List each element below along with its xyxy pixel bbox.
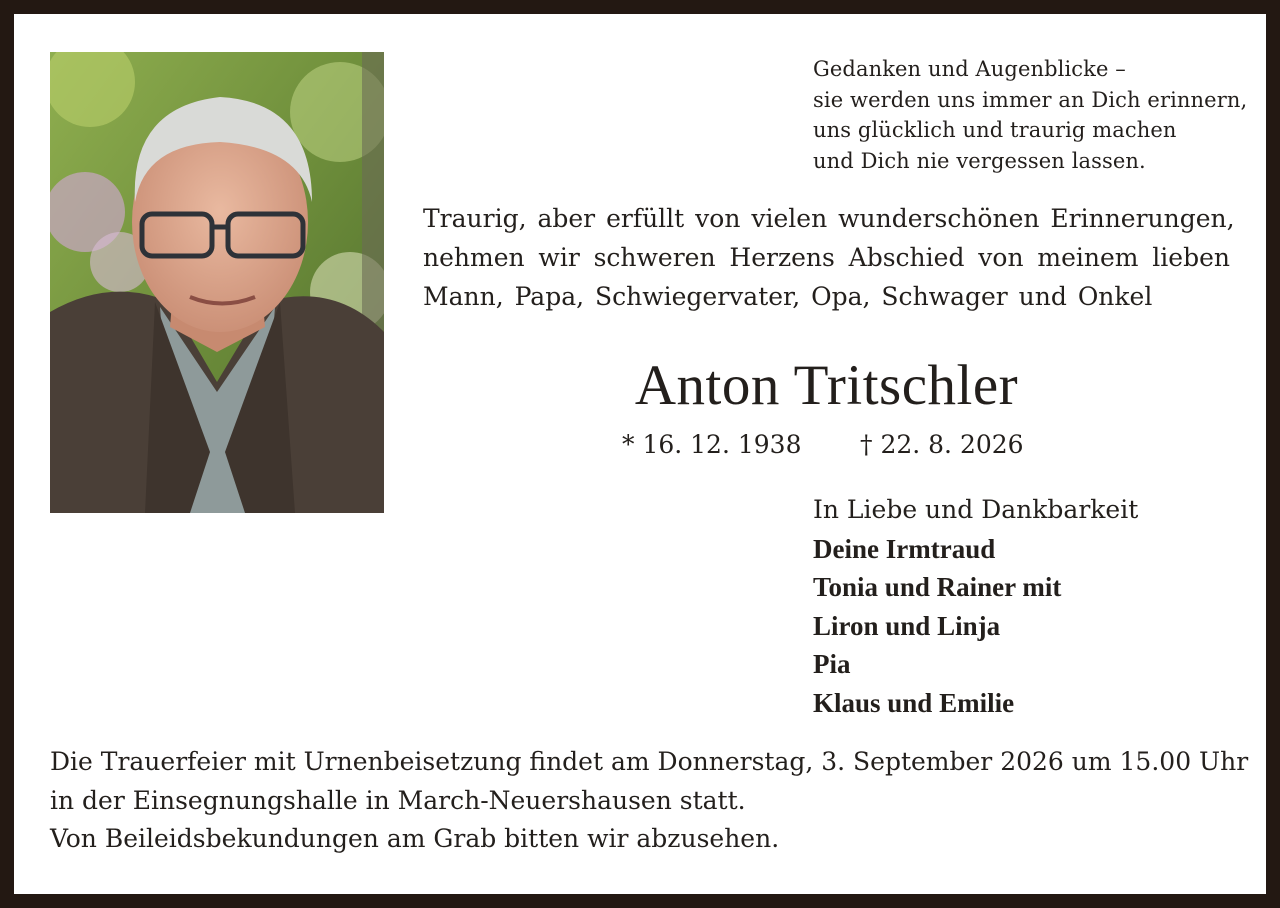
farewell-line: Traurig, aber erfüllt von vielen wunderschönen Erinnerungen, [423, 204, 1235, 233]
poem-line: und Dich nie vergessen lassen. [813, 148, 1146, 173]
notice-line: in der Einsegnungshalle in March-Neuershausen statt. [50, 785, 746, 815]
mourner-name: Klaus und Emilie [813, 687, 1015, 718]
farewell-line: nehmen wir schweren Herzens Abschied von meinem lieben [423, 243, 1230, 272]
mourner-name: Pia [813, 649, 851, 679]
mourner-name: Tonia und Rainer mit [813, 572, 1062, 602]
funeral-notice [50, 743, 1249, 859]
poem-line: Gedanken und Augenblicke – [813, 57, 1126, 81]
farewell-text [423, 199, 1235, 316]
portrait-photo [50, 52, 384, 513]
memorial-poem [813, 54, 1247, 176]
mourner-name: Deine Irmtraud [813, 533, 996, 564]
poem-line: sie werden uns immer an Dich erinnern, [813, 87, 1248, 112]
notice-line: Von Beileidsbekundungen am Grab bitten wir abzusehen. [50, 824, 780, 853]
mourners-list [813, 491, 1138, 722]
deceased-name: Anton Tritschler [634, 354, 1019, 417]
farewell-line: Mann, Papa, Schwiegervater, Opa, Schwager und Onkel [423, 282, 1153, 311]
mourners-heading: In Liebe und Dankbarkeit [813, 495, 1139, 524]
mourner-name: Liron und Linja [813, 610, 1001, 641]
notice-line: Die Trauerfeier mit Urnenbeisetzung findet am Donnerstag, 3. September 2026 um 15.00 Uhr [50, 747, 1249, 776]
death-date: † 22. 8. 2026 [860, 430, 1024, 459]
poem-line: uns glücklich und traurig machen [813, 118, 1177, 142]
birth-date: * 16. 12. 1938 [622, 430, 802, 459]
